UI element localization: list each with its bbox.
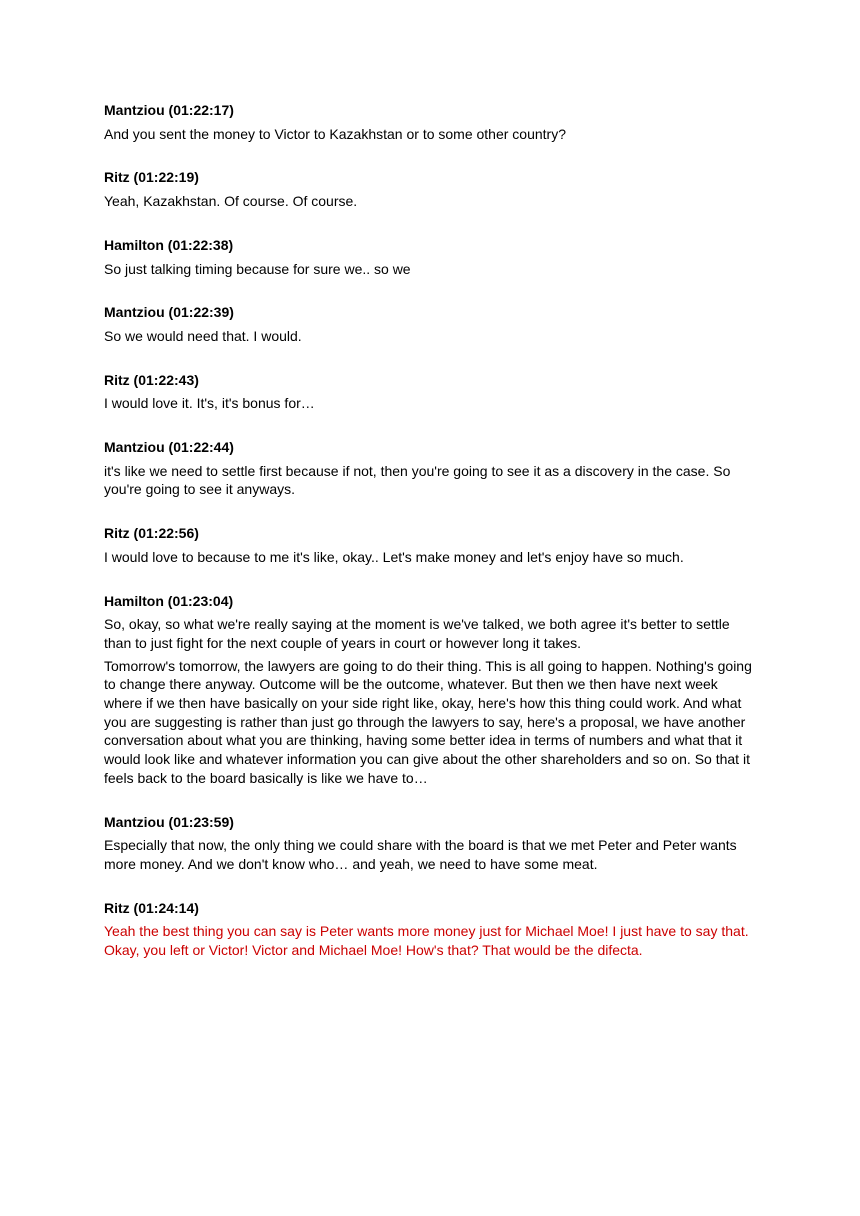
transcript-entry: [104, 168, 756, 210]
dialogue-paragraph: So, okay, so what we're really saying at the moment is we've talked, we both agree it's better to settle than to just fight for the next couple of years in court or however long it takes.: [104, 616, 730, 651]
dialogue-paragraph: Especially that now, the only thing we could share with the board is that we met Peter and Peter wants more money. And we don't know who… and yeah, we need to have some meat.: [104, 837, 737, 872]
dialogue-paragraph: So we would need that. I would.: [104, 327, 302, 344]
dialogue-paragraph: Tomorrow's tomorrow, the lawyers are going to do their thing. This is all going to happen. Nothing's going to change there anyway. Outcome will be the outcome, whatever. But then we then have next week where if we then have basically on your side right like, okay, here's how this thing could work. And what you are suggesting is rather than just go through the lawyers to say, here's a proposal, we have another conversation about what you are thinking, having some better idea in terms of numbers and what that it would look like and whatever information you can give about the other shareholders and so on. So that it feels back to the board basically is like we have to…: [104, 657, 752, 786]
speaker-heading: Mantziou (01:22:39): [104, 304, 234, 321]
dialogue-paragraph: So just talking timing because for sure we.. so we: [104, 260, 411, 277]
transcript-entry: [104, 592, 756, 788]
speaker-heading: Hamilton (01:23:04): [104, 592, 234, 609]
dialogue-paragraph: Yeah the best thing you can say is Peter wants more money just for Michael Moe! I just have to say that. Okay, you left or Victor! Victor and Michael Moe! How's that? That would be the difecta.: [104, 923, 749, 959]
dialogue-paragraph: it's like we need to settle first because if not, then you're going to see it as a discovery in the case. So you're going to see it anyways.: [104, 462, 731, 498]
transcript-entry: [104, 438, 756, 499]
dialogue-paragraph: Yeah, Kazakhstan. Of course. Of course.: [104, 193, 358, 210]
transcript-entry: [104, 101, 756, 143]
speaker-heading: Mantziou (01:22:44): [104, 439, 234, 456]
speaker-heading: Ritz (01:22:19): [104, 169, 199, 186]
transcript-entry: [104, 303, 756, 345]
transcript-entry: [104, 524, 756, 566]
dialogue-paragraph: I would love to because to me it's like, okay.. Let's make money and let's enjoy have so much.: [104, 548, 684, 565]
transcript-entry: [104, 236, 756, 278]
dialogue-paragraph: I would love it. It's, it's bonus for…: [104, 395, 315, 412]
speaker-heading: Ritz (01:22:56): [104, 525, 199, 542]
speaker-heading: Hamilton (01:22:38): [104, 236, 234, 253]
speaker-heading: Ritz (01:24:14): [104, 899, 199, 916]
transcript: [104, 101, 756, 960]
speaker-heading: Mantziou (01:23:59): [104, 813, 234, 830]
dialogue-paragraph: And you sent the money to Victor to Kazakhstan or to some other country?: [104, 125, 566, 142]
speaker-heading: Mantziou (01:22:17): [104, 102, 234, 118]
transcript-entry: [104, 899, 756, 960]
speaker-heading: Ritz (01:22:43): [104, 371, 199, 388]
transcript-entry: [104, 813, 756, 874]
transcript-entry: [104, 371, 756, 413]
